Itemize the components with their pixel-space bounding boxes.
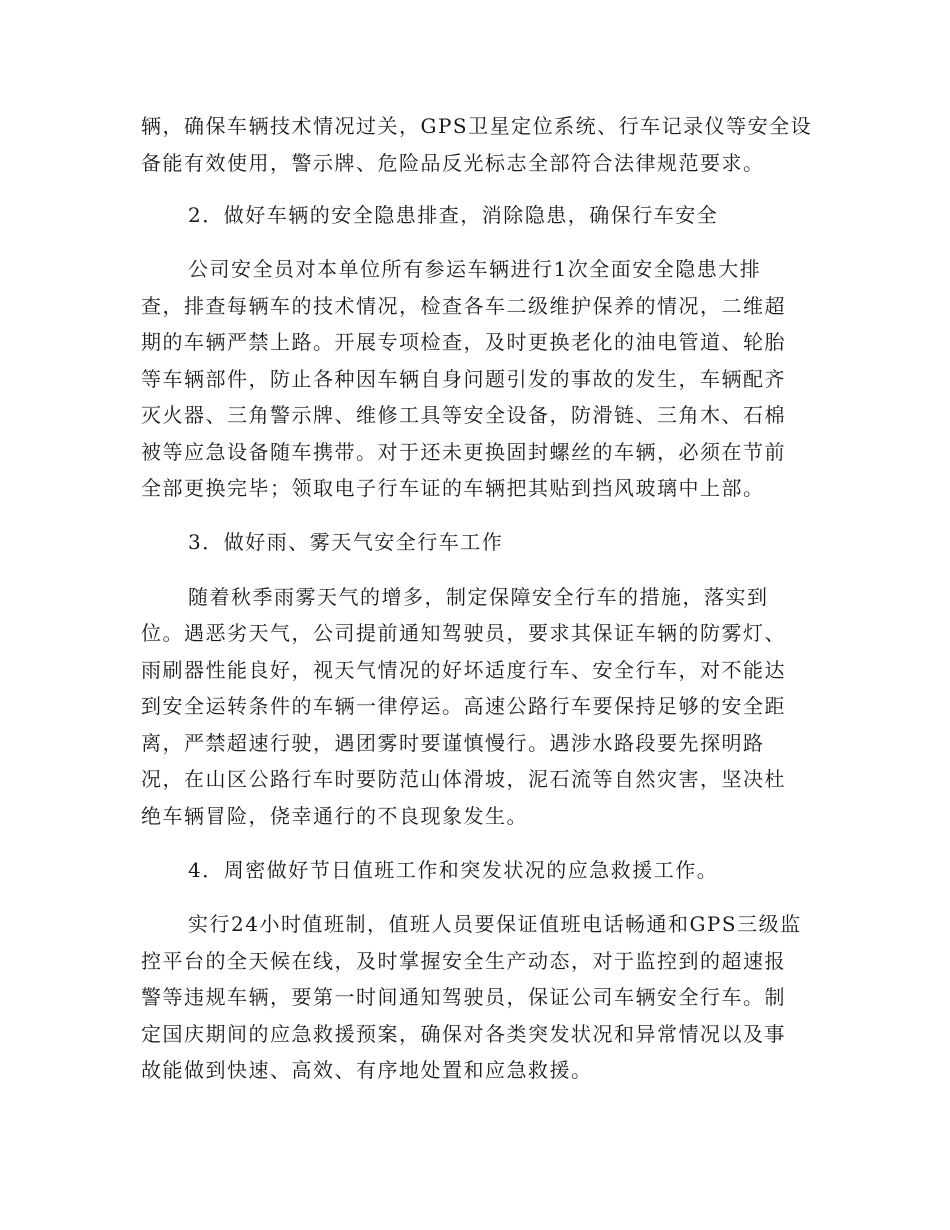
paragraph-line: 绝车辆冒险，侥幸通行的不良现象发生。 (141, 804, 528, 828)
paragraph-line: 位。遇恶劣天气，公司提前通知驾驶员，要求其保证车辆的防雾灯、 (141, 621, 786, 645)
paragraph-line: 离，严禁超速行驶，遇团雾时要谨慎慢行。遇涉水路段要先探明路 (141, 731, 765, 755)
section-heading: 2．做好车辆的安全隐患排查，消除隐患，确保行车安全 (188, 203, 719, 227)
paragraph-line: 警等违规车辆，要第一时间通知驾驶员，保证公司车辆安全行车。制 (141, 985, 786, 1009)
paragraph-line: 备能有效使用，警示牌、危险品反光标志全部符合法律规范要求。 (141, 151, 765, 175)
paragraph-line: 公司安全员对本单位所有参运车辆进行1次全面安全隐患大排 (188, 257, 762, 281)
paragraph-line: 期的车辆严禁上路。开展专项检查，及时更换老化的油电管道、轮胎 (141, 330, 786, 354)
paragraph-line: 故能做到快速、高效、有序地处置和应急救援。 (141, 1058, 593, 1082)
paragraph-line: 雨刷器性能良好，视天气情况的好坏适度行车、安全行车，对不能达 (141, 658, 786, 682)
paragraph-line: 实行24小时值班制，值班人员要保证值班电话畅通和GPS三级监 (188, 912, 802, 936)
paragraph-line: 控平台的全天候在线，及时掌握安全生产动态，对于监控到的超速报 (141, 949, 786, 973)
paragraph-line: 到安全运转条件的车辆一律停运。高速公路行车要保持足够的安全距 (141, 694, 786, 718)
paragraph-line: 查，排查每辆车的技术情况，检查各车二级维护保养的情况，二维超 (141, 294, 786, 318)
paragraph-line: 定国庆期间的应急救援预案，确保对各类突发状况和异常情况以及事 (141, 1022, 786, 1046)
paragraph-line: 况，在山区公路行车时要防范山体滑坡，泥石流等自然灾害，坚决杜 (141, 767, 786, 791)
paragraph-line: 随着秋季雨雾天气的增多，制定保障安全行车的措施，落实到 (188, 585, 769, 609)
paragraph-line: 灭火器、三角警示牌、维修工具等安全设备，防滑链、三角木、石棉 (141, 403, 786, 427)
paragraph-line: 全部更换完毕；领取电子行车证的车辆把其贴到挡风玻璃中上部。 (141, 476, 765, 500)
paragraph-line: 被等应急设备随车携带。对于还未更换固封螺丝的车辆，必须在节前 (141, 440, 786, 464)
section-heading: 4．周密做好节日值班工作和突发状况的应急救援工作。 (188, 858, 719, 882)
section-heading: 3．做好雨、雾天气安全行车工作 (188, 530, 504, 554)
paragraph-line: 辆，确保车辆技术情况过关，GPS卫星定位系统、行车记录仪等安全设 (141, 114, 813, 138)
paragraph-line: 等车辆部件，防止各种因车辆自身问题引发的事故的发生，车辆配齐 (141, 367, 786, 391)
